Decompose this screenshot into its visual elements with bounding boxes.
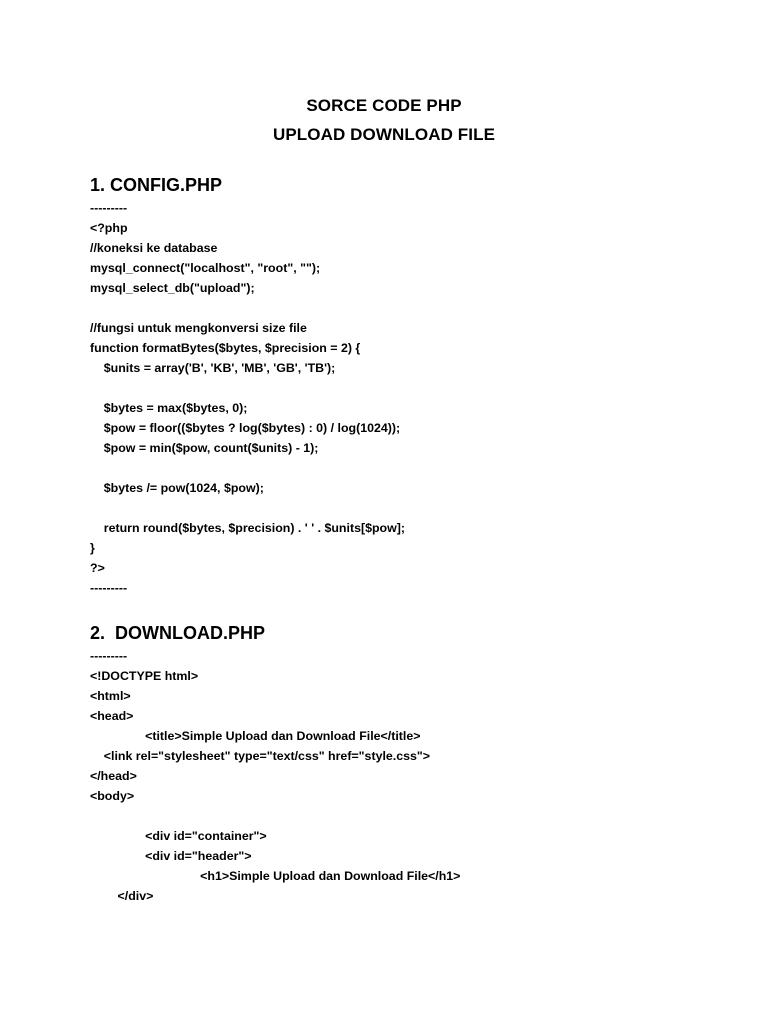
code-line: ?> [90,561,105,575]
code-line: <html> [90,689,131,703]
code-line: mysql_select_db("upload"); [90,281,255,295]
code-line: <h1>Simple Upload dan Download File</h1> [90,869,461,883]
code-block-download [90,646,460,906]
code-line: <head> [90,709,134,723]
section-heading-config: 1. CONFIG.PHP [90,175,223,195]
code-line: <!DOCTYPE html> [90,669,199,683]
code-line: $bytes /= pow(1024, $pow); [90,481,264,495]
code-line: <body> [90,789,135,803]
code-line: <link rel="stylesheet" type="text/css" href="style.css"> [90,749,431,763]
code-line: mysql_connect("localhost", "root", ""); [90,261,321,275]
section-heading-download: 2. DOWNLOAD.PHP [90,623,266,643]
code-line [90,498,405,518]
code-line [90,458,405,478]
code-line: function formatBytes($bytes, $precision = 2) { [90,341,361,355]
document-title-line-1: SORCE CODE PHP [306,96,462,115]
code-block-config [90,198,405,598]
code-line: <?php [90,221,128,235]
code-line: <div id="container"> [90,829,267,843]
code-line: $bytes = max($bytes, 0); [90,401,248,415]
code-line: return round($bytes, $precision) . ' ' . $units[$pow]; [90,521,406,535]
code-line: $pow = min($pow, count($units) - 1); [90,441,319,455]
code-line: //koneksi ke database [90,241,218,255]
code-line [90,806,460,826]
code-line [90,298,405,318]
code-line: $units = array('B', 'KB', 'MB', 'GB', 'TB'); [90,361,336,375]
code-line: //fungsi untuk mengkonversi size file [90,321,307,335]
code-line: <title>Simple Upload dan Download File</title> [90,729,421,743]
code-line [90,378,405,398]
code-line: --------- [90,201,128,215]
code-line: <div id="header"> [90,849,252,863]
code-line: --------- [90,581,128,595]
code-line: </div> [90,889,154,903]
document-title-line-2: UPLOAD DOWNLOAD FILE [272,125,496,144]
code-line: --------- [90,649,128,663]
code-line: } [90,541,95,555]
code-line: </head> [90,769,137,783]
code-line: $pow = floor(($bytes ? log($bytes) : 0) / log(1024)); [90,421,401,435]
